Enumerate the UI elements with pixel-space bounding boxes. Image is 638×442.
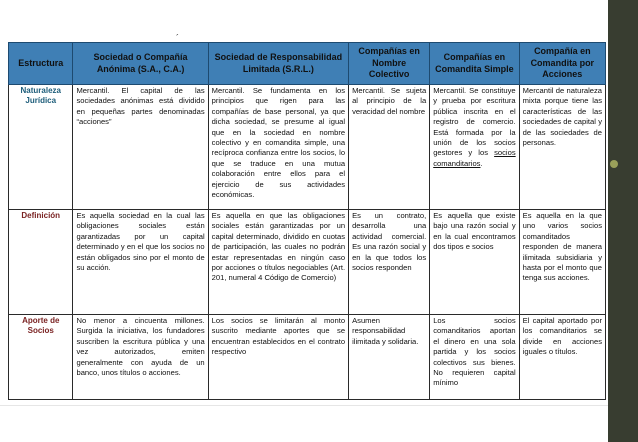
table-cell: Es aquella en la que uno varios socios comanditados responden de manera ilimitada subsidiaria y hasta por el monto que tenga sus acciones. <box>519 210 605 315</box>
row-label-definicion: Definición <box>9 210 73 315</box>
header-nombre-colectivo: Compañías en Nombre Colectivo <box>349 43 430 85</box>
comparison-table <box>8 42 606 400</box>
table-cell: Mercantil. El capital de las sociedades anónimas está dividido en pequeñas partes denominadas “acciones” <box>73 85 208 210</box>
table-cell: Mercantil. Se sujeta al principio de la veracidad del nombre <box>349 85 430 210</box>
header-comandita-simple: Compañías en Comandita Simple <box>430 43 519 85</box>
table-cell: Es aquella sociedad en la cual las obligaciones sociales están garantizadas por un capital determinado y en el que los socios no están obligados sino por el monto de su acción. <box>73 210 208 315</box>
header-srl: Sociedad de Responsabilidad Limitada (S.R.L.) <box>208 43 348 85</box>
table-cell: El capital aportado por los comanditarios se divide en acciones iguales o títulos. <box>519 315 605 400</box>
row-label-aporte: Aporte de Socios <box>9 315 73 400</box>
cell-text: Mercantil. Se constituye y prueba por escritura pública inscrita en el registro de comercio. Está formada por la unión de los socios gestores y los <box>433 86 516 158</box>
cell-text-tail: . <box>480 158 483 168</box>
underlined-term: socios comanditarios <box>433 148 516 168</box>
table-cell: Asumen responsabilidad ilimitada y solidaria. <box>349 315 430 400</box>
table-row-naturaleza <box>9 85 606 210</box>
table-row-definicion <box>9 210 606 315</box>
table-cell: Es aquella en que las obligaciones sociales están garantizadas por un capital determinado, dividido en cuotas de participación, las cuales no podrán estar representadas en ningún caso por acciones o títulos negociables (Art. 201, numeral 4 Código de Comercio) <box>208 210 348 315</box>
table-cell: Es un contrato, desarrolla una actividad comercial. Es una razón social y en la que todos los socios responden <box>349 210 430 315</box>
slide-sidebar <box>608 0 638 442</box>
row-label-naturaleza: Naturaleza Jurídica <box>9 85 73 210</box>
table-cell: Mercantil. Se fundamenta en los principios que rigen para las compañías de base personal, ya que dicha sociedad, se presume al igual que en la sociedad en nombre colectivo y en comandita simple, una recíproca confianza entre los socios, lo que se traduce en una mutua colaboración entre ellos para el ejercicio de sus actividades económicas. <box>208 85 348 210</box>
header-row <box>9 43 606 85</box>
page-bottom-edge <box>0 405 608 406</box>
header-sociedad-anonima: Sociedad o Compañía Anónima (S.A., C.A.) <box>73 43 208 85</box>
table-cell: Los socios comanditarios aportan el dinero en una sola partida y los socios colectivos sus bienes. No requieren capital mínimo <box>430 315 519 400</box>
header-comandita-acciones: Compañía en Comandita por Acciones <box>519 43 605 85</box>
table-row-aporte <box>9 315 606 400</box>
table-cell: Es aquella que existe bajo una razón social y en la cual encontramos dos tipos e socios <box>430 210 519 315</box>
sidebar-bullet-icon <box>610 160 618 168</box>
header-estructura: Estructura <box>9 43 73 85</box>
table-cell: Mercantil de naturaleza mixta porque tiene las características de las sociedades de capital y de las sociedades de personas. <box>519 85 605 210</box>
table-cell <box>430 85 519 210</box>
table-cell: No menor a cincuenta millones. Surgida la iniciativa, los fundadores suscriben la escritura pública y una vez autorizados, emiten generalmente con ayuda de un banco, unos títulos o acciones. <box>73 315 208 400</box>
accent-mark: ´ <box>176 33 179 43</box>
table-cell: Los socios se limitarán al monto suscrito mediante aportes que se encuentran establecidos en el contrato respectivo <box>208 315 348 400</box>
